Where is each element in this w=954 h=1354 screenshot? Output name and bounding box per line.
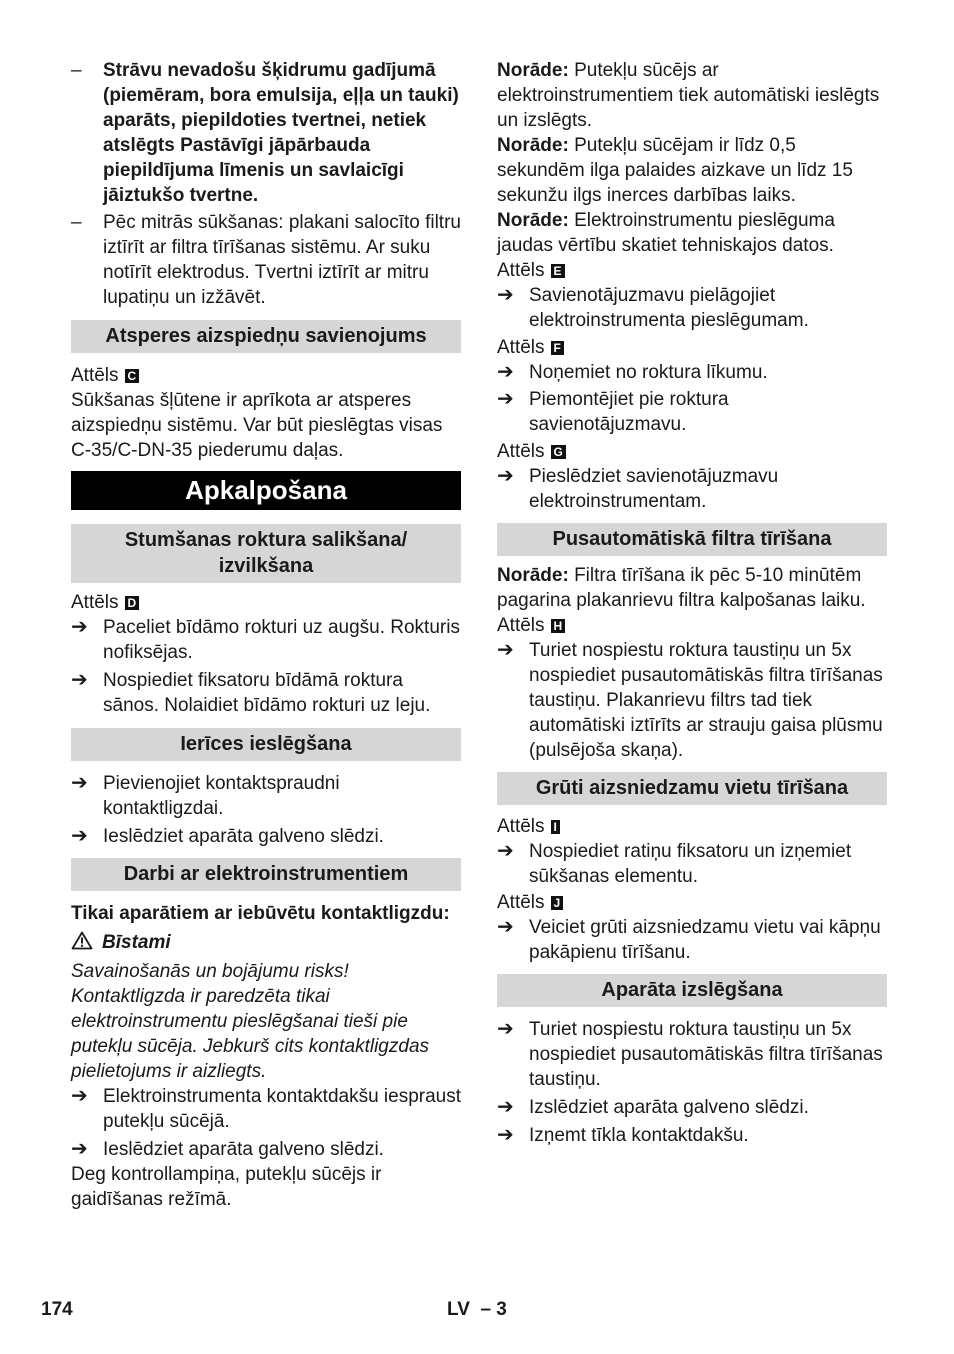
list-item-text: Nospiediet ratiņu fiksatoru un izņemiet sūkšanas elementu. — [529, 841, 852, 887]
list-item — [71, 1084, 461, 1134]
section-body: Sūkšanas šļūtene ir aprīkota ar atsperes aizspiedņu sistēmu. Var būt pieslēgtas visas C-35/C-DN-35 piederumu daļas. — [71, 390, 443, 461]
arrow-right-icon: ➔ — [71, 616, 88, 638]
list-item-text: Izslēdziet aparāta galveno slēdzi. — [529, 1097, 809, 1118]
list-item-text: Turiet nospiestu roktura taustiņu un 5x nospiediet pusautomātiskās filtra tīrīšanas taustiņu. — [529, 1019, 883, 1090]
figure-word: Attēls — [497, 615, 545, 636]
note-text: Elektroinstrumentu pieslēguma jaudas vērtību skatiet tehniskajos datos. — [497, 210, 835, 256]
bold-note: Tikai aparātiem ar iebūvētu kontaktligzdu: — [71, 903, 450, 924]
section-heading-elektro: Darbi ar elektroinstrumentiem — [71, 858, 461, 891]
dash-item — [71, 58, 461, 208]
page-number: 174 — [41, 1299, 73, 1320]
arrow-right-icon: ➔ — [71, 772, 88, 794]
page-ref: – 3 — [480, 1299, 507, 1320]
dash-marker: – — [71, 212, 82, 233]
figure-word: Attēls — [71, 365, 119, 386]
list-item-text: Piemontējiet pie roktura savienotājuzmavu. — [529, 389, 729, 435]
list-item — [71, 824, 461, 849]
list-item-text: Turiet nospiestu roktura taustiņu un 5x nospiediet pusautomātiskās filtra tīrīšanas taustiņu. Plakanrievu filtrs tad tiek automātiski iztīrīts ar strauju gaisa plūsmu (pulsējoša skaņa). — [529, 640, 883, 761]
warning-heading — [71, 930, 461, 955]
list-item — [497, 1095, 887, 1120]
section-heading-gruti: Grūti aizsniedzamu vietu tīrīšana — [497, 772, 887, 805]
dash-item-text: Pēc mitrās sūkšanas: plakani salocīto filtru iztīrīt ar filtra tīrīšanas sistēmu. Ar suku notīrīt elektrodus. Tvertni iztīrīt ar mitru lupatiņu un izžāvēt. — [103, 212, 461, 308]
note — [497, 208, 887, 258]
list-item-text: Izņemt tīkla kontaktdakšu. — [529, 1125, 749, 1146]
arrow-right-icon: ➔ — [71, 1138, 88, 1160]
list-item — [71, 1137, 461, 1162]
arrow-right-icon: ➔ — [497, 1018, 514, 1040]
list-item-text: Pievienojiet kontaktspraudni kontaktligzdai. — [103, 773, 340, 819]
figure-word: Attēls — [497, 441, 545, 462]
list-item — [497, 638, 887, 763]
list-item — [497, 1123, 887, 1148]
figure-label-j: J — [551, 896, 564, 910]
note-label: Norāde: — [497, 565, 569, 586]
arrow-right-icon: ➔ — [71, 669, 88, 691]
figure-label-e: E — [551, 264, 565, 278]
dash-item — [71, 210, 461, 310]
dash-marker: – — [71, 60, 82, 81]
figure-ref — [497, 890, 887, 915]
list-item — [71, 771, 461, 821]
figure-label-g: G — [551, 445, 566, 459]
list-item-text: Noņemiet no roktura līkumu. — [529, 362, 768, 383]
figure-word: Attēls — [497, 337, 545, 358]
arrow-right-icon: ➔ — [71, 1085, 88, 1107]
figure-word: Attēls — [497, 816, 545, 837]
arrow-right-icon: ➔ — [497, 361, 514, 383]
note-label: Norāde: — [497, 210, 569, 231]
list-item-text: Paceliet bīdāmo rokturi uz augšu. Rokturis nofiksējas. — [103, 617, 460, 663]
closing-text: Deg kontrollampiņa, putekļu sūcējs ir gaidīšanas režīmā. — [71, 1164, 382, 1210]
list-item-text: Savienotājuzmavu pielāgojiet elektroinstrumenta pieslēgumam. — [529, 285, 809, 331]
arrow-right-icon: ➔ — [71, 825, 88, 847]
arrow-right-icon: ➔ — [497, 1124, 514, 1146]
note-text: Filtra tīrīšana ik pēc 5-10 minūtēm pagarina plakanrievu filtra kalpošanas laiku. — [497, 565, 866, 611]
section-heading-ieslegsana: Ierīces ieslēgšana — [71, 728, 461, 761]
warning-text: Savainošanās un bojājumu risks! Kontaktligzda ir paredzēta tikai elektroinstrumentu pieslēgšanai tieši pie putekļu sūcēja. Jebkurš cits kontaktligzdas pielietojums ir aizliegts. — [71, 961, 430, 1082]
arrow-right-icon: ➔ — [497, 284, 514, 306]
figure-ref — [497, 439, 887, 464]
figure-ref — [497, 613, 887, 638]
section-heading-stumsanas — [71, 524, 461, 583]
list-item-text: Pieslēdziet savienotājuzmavu elektroinstrumentam. — [529, 466, 779, 512]
section-heading-filtrs: Pusautomātiskā filtra tīrīšana — [497, 523, 887, 556]
note-text: Putekļu sūcējs ar elektroinstrumentiem tiek automātiski ieslēgts un izslēgts. — [497, 60, 880, 131]
list-item — [497, 360, 887, 385]
note-text: Putekļu sūcējam ir līdz 0,5 sekundēm ilga palaides aizkave un līdz 15 sekunžu ilgs inerces darbības laiks. — [497, 135, 853, 206]
list-item — [71, 668, 461, 718]
figure-word: Attēls — [497, 260, 545, 281]
list-item-text: Veiciet grūti aizsniedzamu vietu vai kāpņu pakāpienu tīrīšanu. — [529, 917, 881, 963]
list-item — [497, 464, 887, 514]
section-heading-izslegsana: Aparāta izslēgšana — [497, 974, 887, 1007]
figure-ref — [71, 590, 461, 615]
arrow-right-icon: ➔ — [497, 916, 514, 938]
list-item-text: Nospiediet fiksatoru bīdāmā roktura sānos. Nolaidiet bīdāmo rokturi uz leju. — [103, 670, 431, 716]
figure-label-h: H — [551, 619, 566, 633]
arrow-right-icon: ➔ — [497, 388, 514, 410]
figure-word: Attēls — [71, 592, 119, 613]
list-item-text: Ieslēdziet aparāta galveno slēdzi. — [103, 1139, 384, 1160]
warning-title: Bīstami — [102, 932, 171, 953]
list-item-text: Ieslēdziet aparāta galveno slēdzi. — [103, 826, 384, 847]
dash-item-text: Strāvu nevadošu šķidrumu gadījumā (piemēram, bora emulsija, eļļa un tauki) aparāts, piepildoties tvertnei, netiek atslēgts Pastāvīgi jāpārbauda piepildījuma līmenis un savlaicīgi jāiztukšo tvertne. — [103, 60, 459, 206]
figure-ref — [497, 258, 887, 283]
section-heading-line: Stumšanas roktura salikšana/ — [124, 529, 408, 551]
list-item — [497, 915, 887, 965]
main-heading: Apkalpošana — [71, 471, 461, 510]
warning-triangle-icon — [71, 931, 93, 950]
arrow-right-icon: ➔ — [497, 465, 514, 487]
note-label: Norāde: — [497, 135, 569, 156]
right-column — [497, 58, 887, 1148]
section-heading-atsperes: Atsperes aizspiedņu savienojums — [71, 320, 461, 353]
arrow-right-icon: ➔ — [497, 639, 514, 661]
list-item — [497, 839, 887, 889]
note-label: Norāde: — [497, 60, 569, 81]
list-item — [497, 283, 887, 333]
list-item — [497, 387, 887, 437]
list-item — [71, 615, 461, 665]
arrow-right-icon: ➔ — [497, 840, 514, 862]
figure-label-d: D — [125, 596, 140, 610]
figure-ref — [497, 814, 887, 839]
figure-label-i: I — [551, 820, 560, 834]
language-code: LV — [447, 1299, 470, 1320]
left-column — [71, 58, 461, 1212]
section-heading-line: izvilkšana — [218, 555, 314, 577]
figure-word: Attēls — [497, 892, 545, 913]
note — [497, 133, 887, 208]
page-language-ref — [447, 1297, 507, 1322]
list-item-text: Elektroinstrumenta kontaktdakšu iespraust putekļu sūcējā. — [103, 1086, 462, 1132]
list-item — [497, 1017, 887, 1092]
figure-ref — [71, 363, 461, 388]
figure-label-f: F — [551, 341, 564, 355]
arrow-right-icon: ➔ — [497, 1096, 514, 1118]
note — [497, 563, 887, 613]
note — [497, 58, 887, 133]
figure-ref — [497, 335, 887, 360]
figure-label-c: C — [125, 369, 140, 383]
